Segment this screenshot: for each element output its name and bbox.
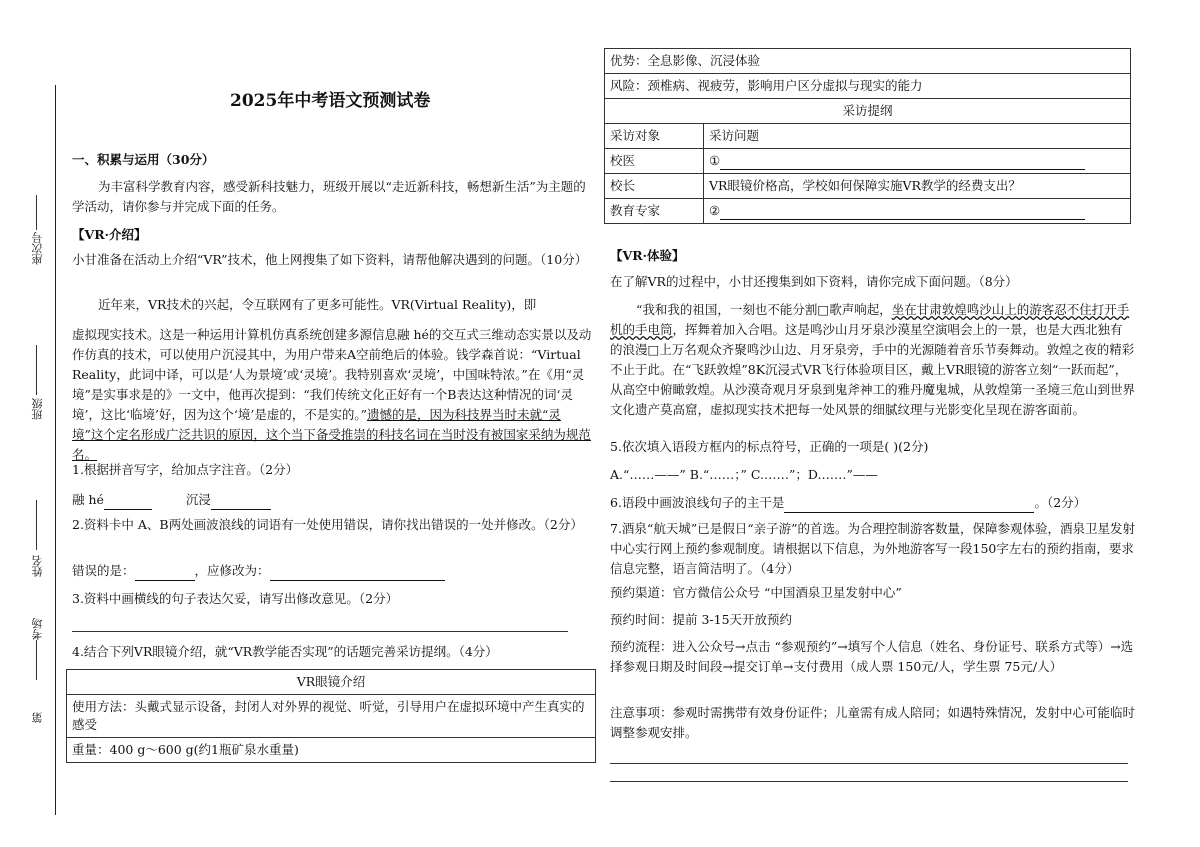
passage-start: “我和我的祖国，一刻也不能分割□歌声响起，	[636, 302, 892, 317]
q1-blank-b[interactable]	[211, 495, 271, 510]
q1-item-a: 融 hé	[72, 492, 104, 507]
q2-blank-a[interactable]	[135, 566, 195, 581]
q2-label-b: ，应修改为：	[194, 563, 270, 578]
info-notes: 注意事项：参观时需携带有效身份证件；儿童需有成人陪同；如遇特殊情况，发射中心可能临时调整参观安排。	[610, 705, 1136, 740]
name-blank	[36, 500, 37, 550]
q1-answers	[72, 490, 271, 510]
q7-answer-line-2[interactable]	[610, 781, 1128, 782]
q6-text: 6.语段中画波浪线句子的主干是	[610, 495, 785, 510]
principal-question: VR眼镜价格高，学校如何保障实施VR教学的经费支出？	[704, 174, 1131, 199]
vr-glasses-heading: VR眼镜介绍	[67, 670, 596, 695]
school-doctor-question[interactable]	[704, 149, 1131, 174]
question-2: 2.资料卡中 A、B两处画波浪线的词语有一处使用错误，请你找出错误的一处并修改。（2分）	[72, 517, 583, 532]
experience-passage	[610, 300, 1135, 420]
q7-answer-line-1[interactable]	[610, 763, 1128, 764]
col-interviewee: 采访对象	[605, 124, 704, 149]
answer-blank-2[interactable]	[720, 205, 1085, 220]
vr-experience-heading: 【VR·体验】	[610, 248, 685, 263]
q1-item-b: 沉浸	[185, 492, 211, 507]
info-time: 预约时间：提前 3-15天开放预约	[610, 612, 793, 627]
card-paragraph-1: 近年来，VR技术的兴起，令互联网有了更多可能性。VR(Virtual Reality)，即	[98, 297, 537, 312]
expert-question[interactable]	[704, 199, 1131, 224]
vr-glasses-weight: 重量：400 g～600 g(约1瓶矿泉水重量)	[67, 738, 596, 763]
number-label: 第	[31, 712, 44, 723]
outline-heading: 采访提纲	[605, 99, 1131, 124]
vr-glasses-usage: 使用方法：头戴式显示设备，封闭人对外界的视觉、听觉，引导用户在虚拟环境中产生真实的感受	[67, 695, 596, 738]
answer-blank-1[interactable]	[720, 155, 1085, 170]
blank-marker-1: ①	[709, 153, 721, 168]
vr-intro-heading: 【VR·介绍】	[72, 227, 147, 242]
question-3: 3.资料中画横线的句子表达欠妥，请写出修改意见。（2分）	[72, 591, 399, 606]
passage-rest: ，挥舞着加入合唱。这是鸣沙山月牙泉沙漠星空演唱会上的一景，也是大西北独有的浪漫□上万名观众齐聚鸣沙山边、月牙泉旁，手中的光源随着音乐节奏舞动。敦煌之夜的精彩不止于此。在“飞跃敦煌”8K沉浸式VR飞行体验项目区，戴上VR眼镜的游客立刻“一跃而起”，从高空中俯瞰敦煌。从沙漠奇观月牙泉到鬼斧神工的雅丹魔鬼城，从敦煌第一圣境三危山到世界文化遗产莫高窟，虚拟现实技术把每一处风景的细腻纹理与光影变化呈现在游客面前。	[610, 322, 1136, 417]
q3-answer-line[interactable]	[72, 631, 568, 632]
vr-experience-text: 在了解VR的过程中，小甘还搜集到如下资料，请你完成下面问题。（8分）	[610, 274, 1018, 289]
name-label: 姓名	[31, 555, 44, 577]
info-channel: 预约渠道：官方微信公众号 “中国酒泉卫星发射中心”	[610, 585, 902, 600]
q6-end: 。（2分）	[1034, 495, 1087, 510]
card-paragraph-2	[72, 325, 592, 465]
passage-wavy-sentence: 坐在甘肃敦煌鸣沙山上的游客忍不住打开手机的手电筒	[610, 302, 1130, 337]
binding-line	[55, 85, 56, 815]
class-blank	[36, 345, 37, 395]
page-title: 2025年中考语文预测试卷	[230, 91, 431, 111]
card-text-main: 虚拟现实技术。这是一种运用计算机仿真系统创建多源信息融 hé的交互式三维动态实景以及动作仿真的技术，可以使用户沉浸其中，为用户带来A空前绝后的体验。钱学森首说：“Virtual Reality，此词中译，可以是‘人为景境’或‘灵境’。我特别喜欢‘灵境’，中国味特浓。”在《用“灵境”是实事求是的》一文中，他再次提到：“我们传统文化正好有一个B表达这种情况的词‘灵境’，这比‘临境’好，因为这个‘境’是虚的，不是实的。”	[72, 327, 592, 422]
q2-answers	[72, 561, 445, 581]
question-1: 1.根据拼音写字，给加点字注音。（2分）	[72, 462, 299, 477]
q2-blank-b[interactable]	[270, 566, 445, 581]
intro-text: 为丰富科学教育内容，感受新科技魅力，班级开展以“走近新科技，畅想新生活”为主题的学活动，请你参与并完成下面的任务。	[72, 179, 586, 214]
section-1-heading: 一、积累与运用（30分）	[72, 152, 215, 167]
seat-label: 座次号	[31, 232, 44, 265]
room-label: 考场	[31, 618, 44, 640]
row-principal: 校长	[605, 174, 704, 199]
q1-blank-a[interactable]	[104, 495, 152, 510]
room-blank	[36, 640, 37, 680]
vr-risks: 风险：颈椎病、视疲劳，影响用户区分虚拟与现实的能力	[605, 74, 1131, 99]
question-7: 7.酒泉“航天城”已是假日“亲子游”的首选。为合理控制游客数量，保障参观体验，酒泉卫星发射中心实行网上预约参观制度。请根据以下信息，为外地游客写一段150字左右的预约指南，要求信息完整，语言简洁明了。（4分）	[610, 521, 1135, 576]
class-label: 班级	[31, 398, 44, 420]
col-question: 采访问题	[704, 124, 1131, 149]
vr-intro-text: 小甘准备在活动上介绍“VR”技术，他上网搜集了如下资料，请帮他解决遇到的问题。（10分）	[72, 252, 588, 267]
row-school-doctor: 校医	[605, 149, 704, 174]
card-underlined-sentence: 遗憾的是，因为科技界当时未就“灵境”这个定名形成广泛共识的原因，这个当下备受推崇的科技名词在当时没有被国家采纳为规范名。	[72, 407, 591, 462]
q2-label-a: 错误的是：	[72, 563, 135, 578]
blank-marker-2: ②	[709, 203, 721, 218]
vr-advantages: 优势：全息影像、沉浸体验	[605, 49, 1131, 74]
question-5: 5.依次填入语段方框内的标点符号，正确的一项是( )(2分)	[610, 439, 929, 454]
q6-blank[interactable]	[784, 498, 1034, 513]
question-4: 4.结合下列VR眼镜介绍，就“VR教学能否实现”的话题完善采访提纲。（4分）	[72, 644, 498, 659]
seat-blank	[36, 195, 37, 230]
interview-outline-table	[604, 48, 1131, 224]
info-process: 预约流程：进入公众号→点击 “参观预约”→填写个人信息（姓名、身份证号、联系方式等）→选择参观日期及时间段→提交订单→支付费用（成人票 150元/人，学生票 75元/人）	[610, 639, 1134, 674]
row-education-expert: 教育专家	[605, 199, 704, 224]
vr-glasses-table	[66, 669, 596, 763]
question-6	[610, 493, 1086, 513]
q5-options: A.“……——” B.“……；” C.……”；D.……”——	[610, 467, 878, 482]
